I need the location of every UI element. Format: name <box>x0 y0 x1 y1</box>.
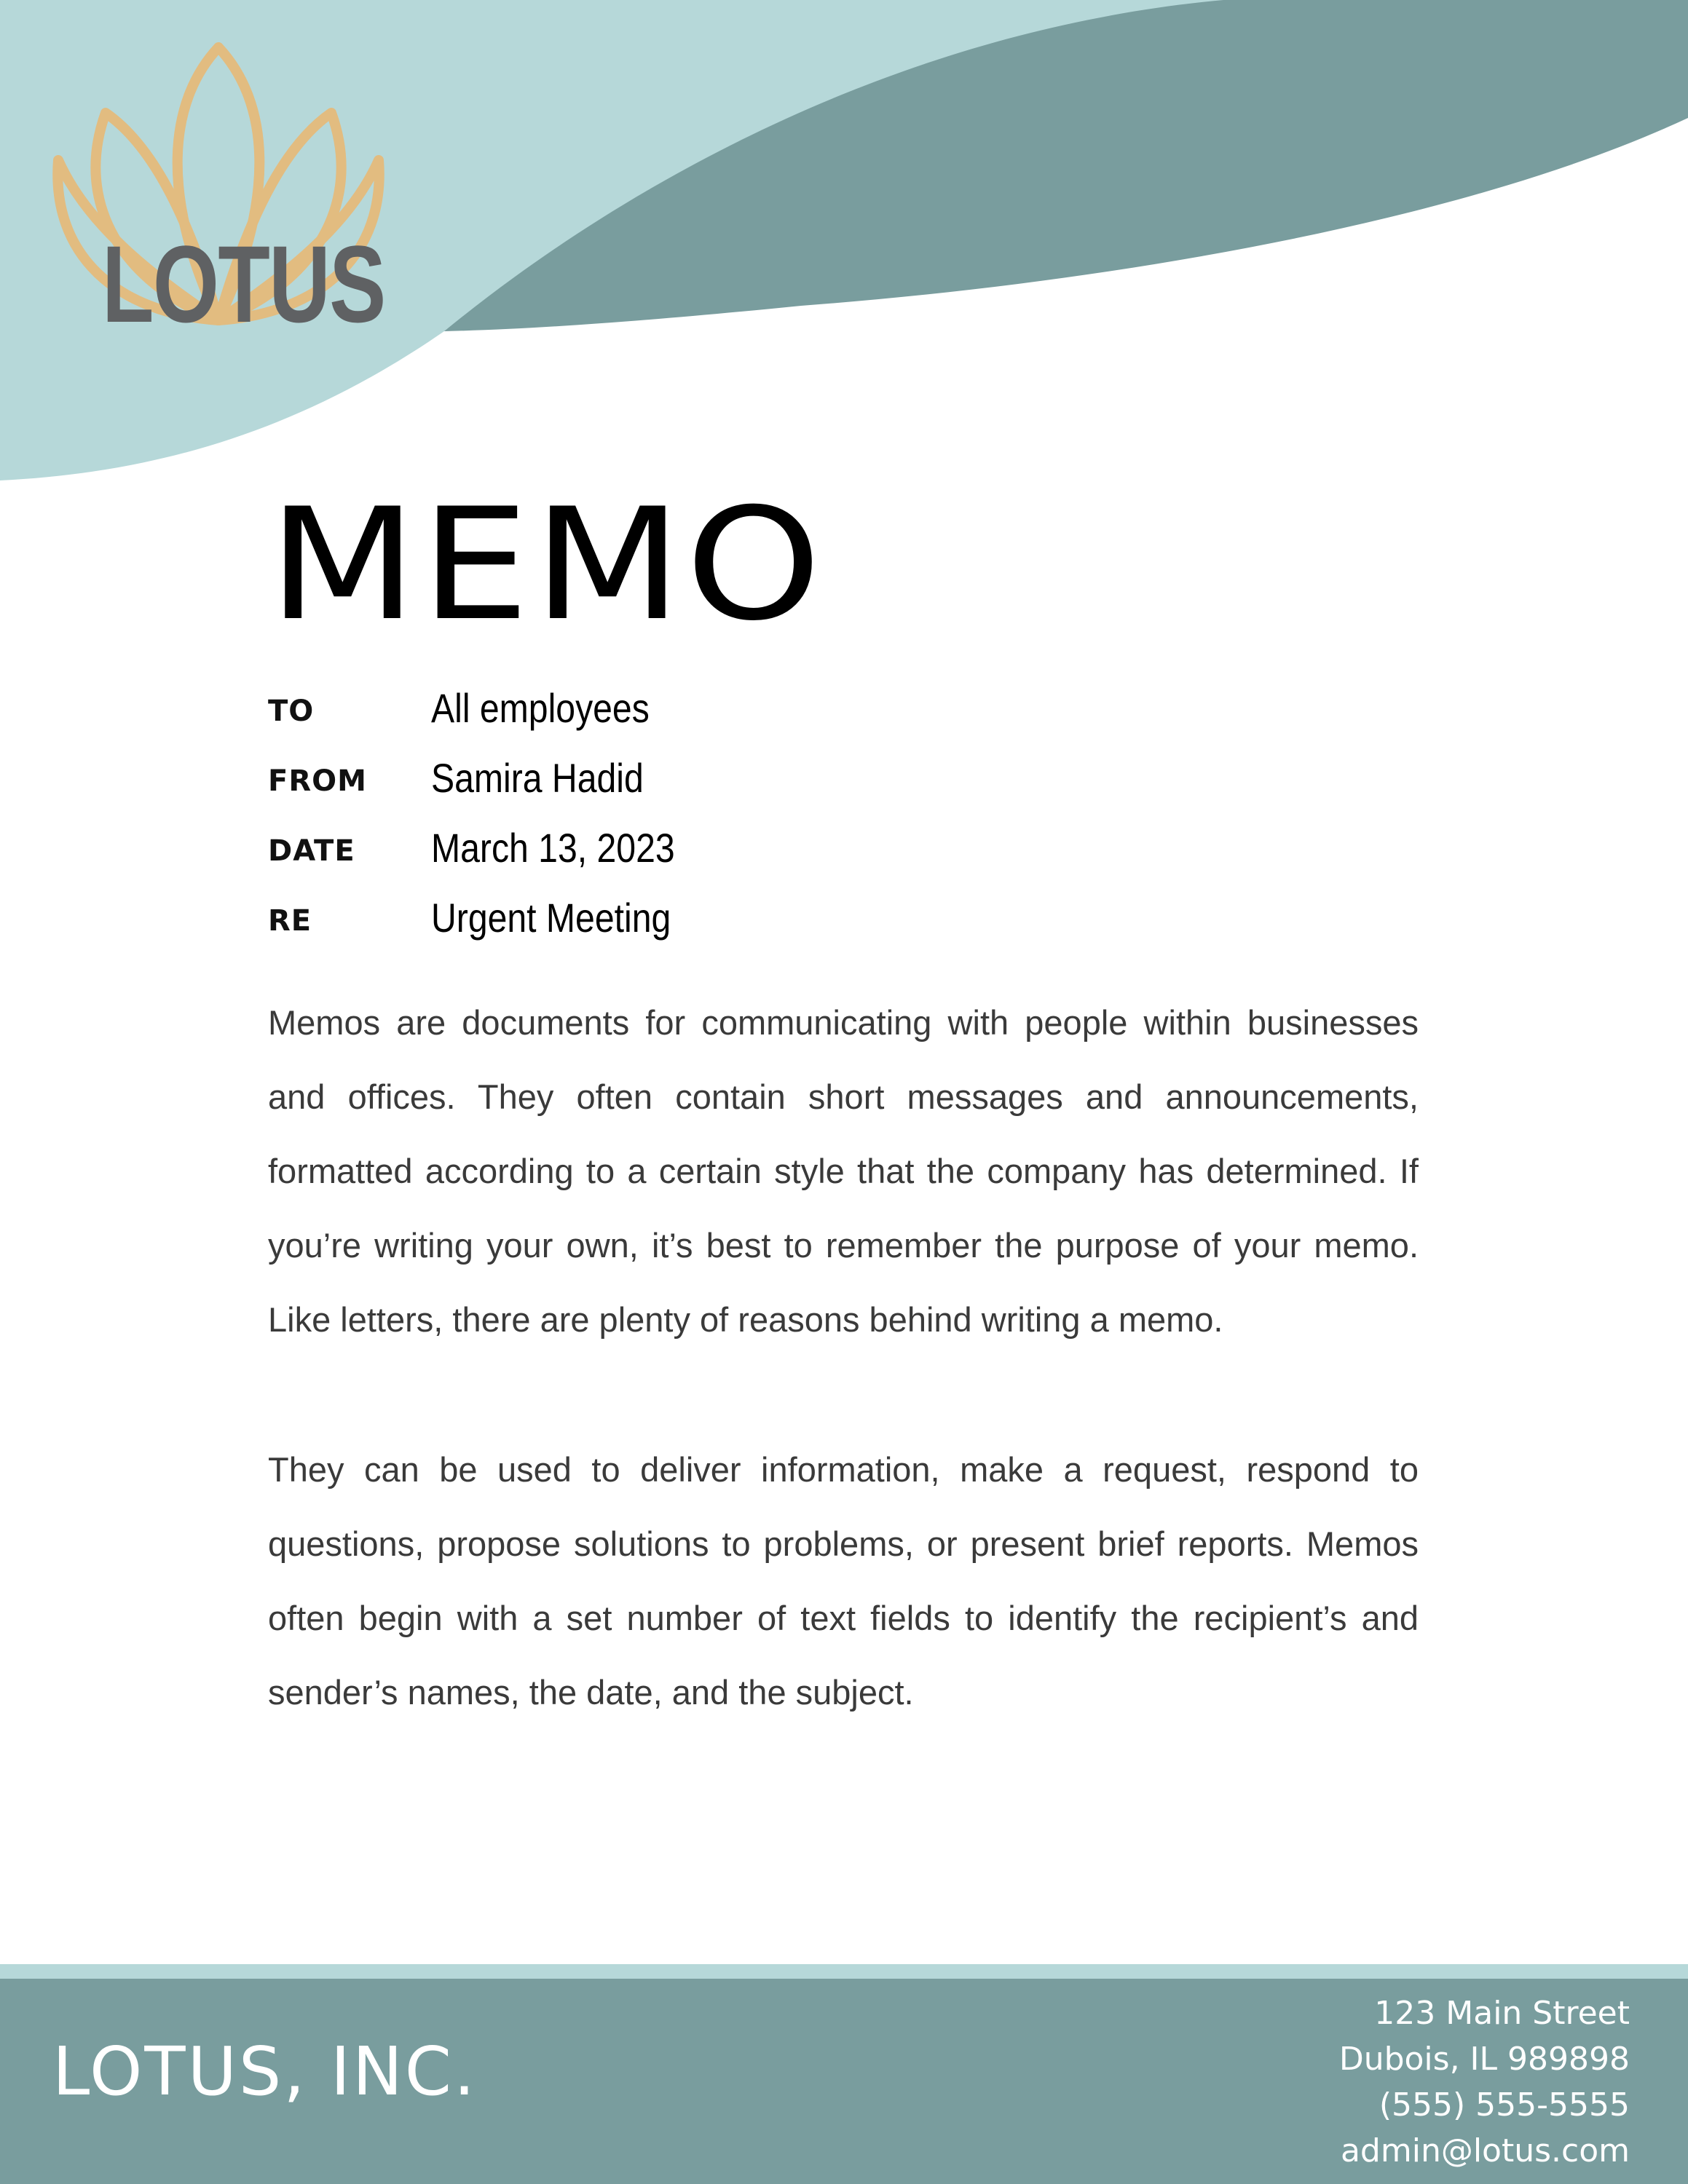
logo-wordmark: LOTUS <box>102 223 385 345</box>
field-value: Urgent Meeting <box>431 895 671 941</box>
memo-title: MEMO <box>268 475 825 654</box>
footer-company-name: LOTUS, INC. <box>52 2033 478 2110</box>
field-label: TO <box>268 695 315 728</box>
field-value: March 13, 2023 <box>431 825 675 871</box>
body-paragraph-1: Memos are documents for communicating with people within businesses and offices. They often contain short messages and announcements, formatted according to a certain style that the company has determined. If you’re writing your own, it’s best to remember the purpose of your memo. Like letters, there are plenty of reasons behind writing a memo. <box>268 1003 1419 1339</box>
footer-contact-info <box>1339 1990 1630 2174</box>
field-value: Samira Hadid <box>431 755 644 801</box>
email-address[interactable]: admin@lotus.com <box>1340 2132 1630 2169</box>
lotus-logo <box>44 36 393 345</box>
field-label: FROM <box>268 764 367 798</box>
field-label: RE <box>268 904 312 938</box>
footer-stripe <box>0 1964 1688 1979</box>
field-label: DATE <box>268 834 355 868</box>
address-line-1: 123 Main Street <box>1374 1995 1630 2032</box>
phone-number: (555) 555-5555 <box>1379 2086 1630 2124</box>
field-value: All employees <box>431 685 650 731</box>
body-paragraph-2: They can be used to deliver information, make a request, respond to questions, propose solutions to problems, or present brief reports. Memos often begin with a set number of text fields to identify the recipient’s and sender’s names, the date, and the subject. <box>268 1450 1419 1712</box>
address-line-2: Dubois, IL 989898 <box>1338 2041 1630 2078</box>
